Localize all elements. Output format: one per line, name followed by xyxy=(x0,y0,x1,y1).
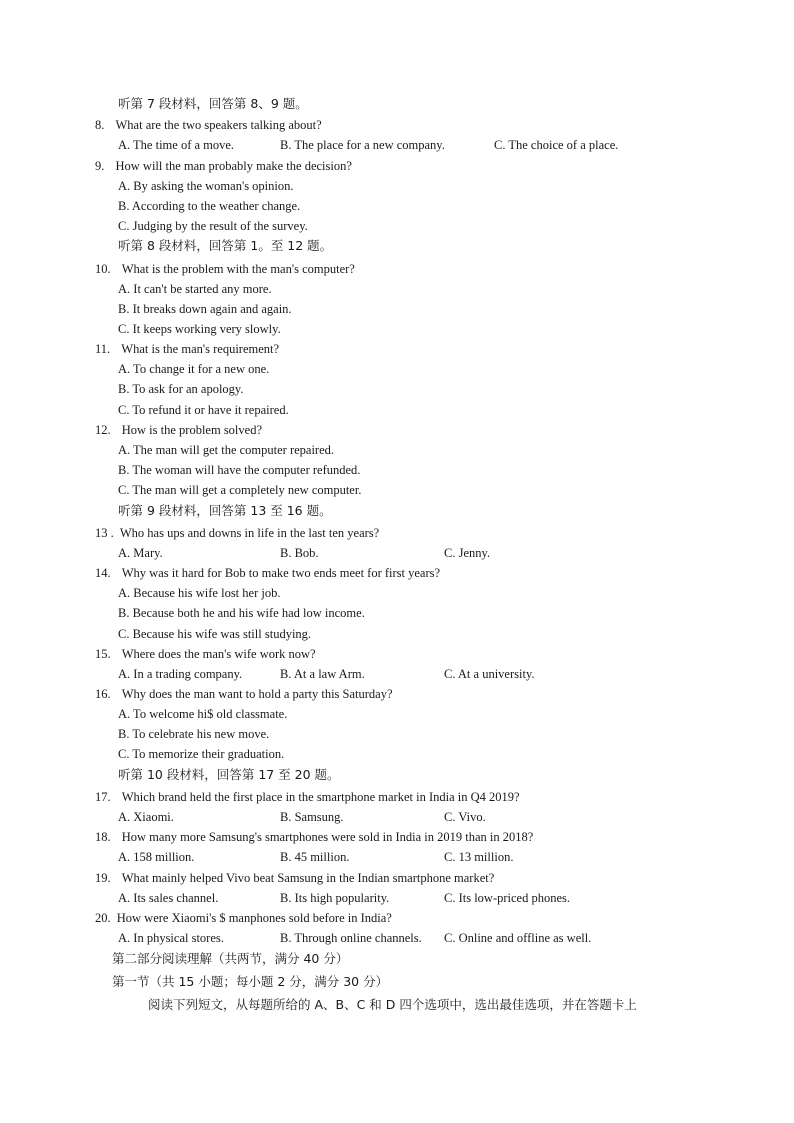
option-c: C. Vivo. xyxy=(444,810,486,824)
question-number: 9. xyxy=(95,159,105,173)
question-number: 19. xyxy=(95,871,111,885)
option-b: B. Because both he and his wife had low income. xyxy=(118,606,365,620)
question-text: What is the man's requirement? xyxy=(121,342,280,356)
question-14 xyxy=(95,565,440,581)
question-text: Who has ups and downs in life in the last ten years? xyxy=(119,526,380,540)
question-20 xyxy=(95,910,392,926)
question-19 xyxy=(95,870,494,886)
question-text: Which brand held the first place in the smartphone market in India in Q4 2019? xyxy=(121,790,520,804)
question-number: 16. xyxy=(95,687,111,701)
option-c: C. Online and offline as well. xyxy=(444,931,592,945)
option-c: C. To memorize their graduation. xyxy=(118,747,285,761)
question-10 xyxy=(95,261,355,277)
question-13 xyxy=(95,525,379,541)
option-b: B. To celebrate his new move. xyxy=(118,727,270,741)
question-number: 8. xyxy=(95,118,105,132)
option-a: A. It can't be started any more. xyxy=(118,282,272,296)
option-b: B. It breaks down again and again. xyxy=(118,302,292,316)
question-text: Why does the man want to hold a party this Saturday? xyxy=(121,687,393,701)
option-c: C. Jenny. xyxy=(444,546,491,560)
section-heading-10: 听第 10 段材料，回答第 17 至 20 题。 xyxy=(118,767,340,782)
option-c: C. The choice of a place. xyxy=(494,138,619,152)
option-c: C. Because his wife was still studying. xyxy=(118,627,312,641)
question-16 xyxy=(95,686,393,702)
option-a: A. In a trading company. xyxy=(118,667,243,681)
option-b: B. The woman will have the computer refunded. xyxy=(118,463,361,477)
question-text: How were Xiaomi's $ manphones sold before in India? xyxy=(116,911,392,925)
question-15 xyxy=(95,646,316,662)
question-text: How will the man probably make the decision? xyxy=(115,159,352,173)
question-17 xyxy=(95,789,520,805)
question-text: Why was it hard for Bob to make two ends meet for first years? xyxy=(121,566,441,580)
question-9 xyxy=(95,158,352,174)
option-b: B. Its high popularity. xyxy=(280,891,390,905)
question-text: Where does the man's wife work now? xyxy=(121,647,316,661)
question-text: How is the problem solved? xyxy=(121,423,263,437)
option-b: B. Samsung. xyxy=(280,810,344,824)
option-a: A. Because his wife lost her job. xyxy=(118,586,281,600)
question-number: 12. xyxy=(95,423,111,437)
reading-instructions: 阅读下列短文，从每题所给的 A、B、C 和 D 四个选项中，选出最佳选项，并在答题卡上 xyxy=(148,997,637,1012)
question-12 xyxy=(95,422,262,438)
option-b: B. According to the weather change. xyxy=(118,199,301,213)
option-a: A. The man will get the computer repaired. xyxy=(118,443,335,457)
option-c: C. To refund it or have it repaired. xyxy=(118,403,289,417)
question-number: 18. xyxy=(95,830,111,844)
option-c: C. The man will get a completely new computer. xyxy=(118,483,362,497)
question-number: 17. xyxy=(95,790,111,804)
question-number: 20. xyxy=(95,911,111,925)
question-text: What is the problem with the man's computer? xyxy=(121,262,355,276)
section-heading-9: 听第 9 段材料，回答第 13 至 16 题。 xyxy=(118,503,332,518)
question-number: 15. xyxy=(95,647,111,661)
option-a: A. In physical stores. xyxy=(118,931,224,945)
option-b: B. Through online channels. xyxy=(280,931,422,945)
section-heading-8: 听第 8 段材料，回答第 1。至 12 题。 xyxy=(118,238,333,253)
question-number: 13 . xyxy=(95,526,114,540)
option-b: B. Bob. xyxy=(280,546,319,560)
question-8 xyxy=(95,117,322,133)
question-number: 11. xyxy=(95,342,111,356)
option-c: C. It keeps working very slowly. xyxy=(118,322,281,336)
option-a: A. By asking the woman's opinion. xyxy=(118,179,294,193)
question-number: 14. xyxy=(95,566,111,580)
option-c: C. Judging by the result of the survey. xyxy=(118,219,308,233)
question-number: 10. xyxy=(95,262,111,276)
part-two-heading: 第二部分阅读理解（共两节，满分 40 分） xyxy=(112,951,349,966)
option-a: A. The time of a move. xyxy=(118,138,235,152)
option-a: A. Xiaomi. xyxy=(118,810,174,824)
section-one-heading: 第一节（共 15 小题；每小题 2 分，满分 30 分） xyxy=(112,974,389,989)
option-a: A. 158 million. xyxy=(118,850,195,864)
option-c: C. Its low-priced phones. xyxy=(444,891,571,905)
option-c: C. At a university. xyxy=(444,667,535,681)
option-a: A. To change it for a new one. xyxy=(118,362,270,376)
option-b: B. The place for a new company. xyxy=(280,138,445,152)
question-text: How many more Samsung's smartphones were sold in India in 2019 than in 2018? xyxy=(121,830,534,844)
option-a: A. To welcome hi$ old classmate. xyxy=(118,707,288,721)
question-text: What mainly helped Vivo beat Samsung in the Indian smartphone market? xyxy=(121,871,495,885)
option-b: B. 45 million. xyxy=(280,850,350,864)
question-text: What are the two speakers talking about? xyxy=(115,118,322,132)
option-a: A. Mary. xyxy=(118,546,163,560)
section-heading-7: 听第 7 段材料，回答第 8、9 题。 xyxy=(118,96,308,111)
option-b: B. To ask for an apology. xyxy=(118,382,244,396)
question-18 xyxy=(95,829,533,845)
option-a: A. Its sales channel. xyxy=(118,891,219,905)
option-c: C. 13 million. xyxy=(444,850,514,864)
option-b: B. At a law Arm. xyxy=(280,667,365,681)
question-11 xyxy=(95,341,279,357)
